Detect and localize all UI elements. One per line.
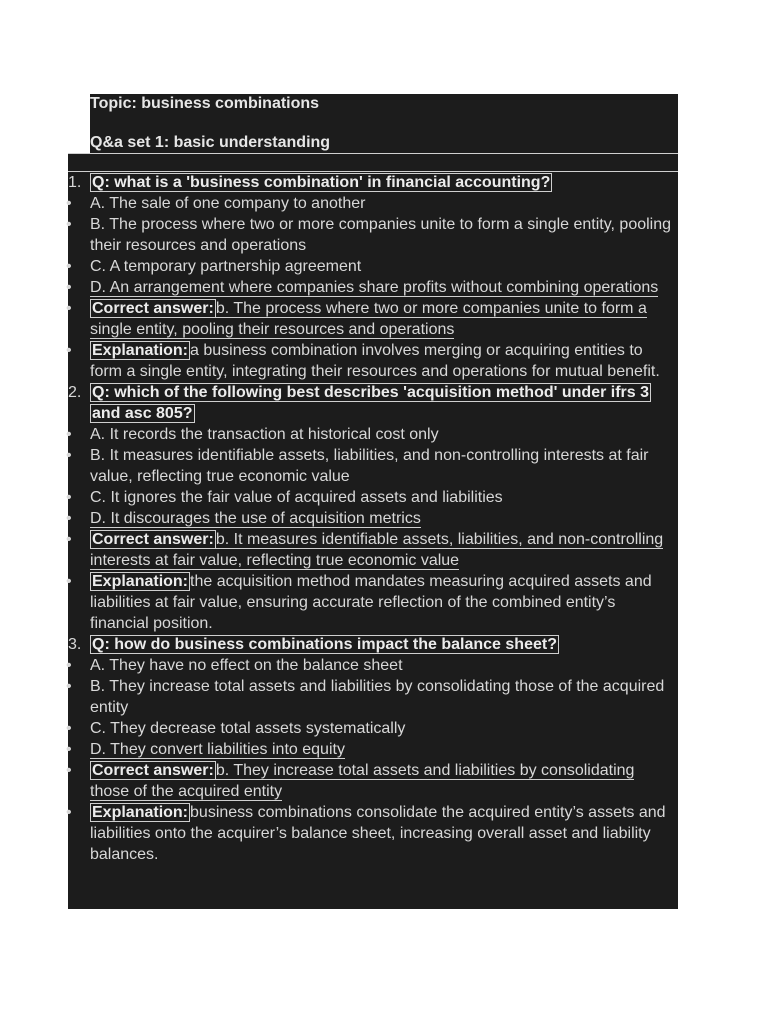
topic-heading: Topic: business combinations: [90, 95, 320, 112]
correct-answer-text: b. They increase total assets and liabilities by consolidating those of the acquired entity: [90, 762, 635, 800]
explanation-item: [68, 802, 678, 865]
option-text: D. It discourages the use of acquisition metrics: [90, 510, 421, 527]
option-item: [68, 256, 678, 277]
bullet-icon: •: [66, 720, 72, 737]
option-text: A. It records the transaction at historical cost only: [90, 426, 439, 443]
question-number: 3.: [68, 636, 82, 653]
set-title: Q&a set 1: basic understanding: [90, 134, 331, 151]
option-text: C. A temporary partnership agreement: [90, 258, 362, 275]
correct-answer-text: b. It measures identifiable assets, liabilities, and non-controlling interests at fair value, reflecting true economic value: [90, 531, 664, 569]
option-item: [68, 655, 678, 676]
option-item: [68, 676, 678, 718]
bullet-icon: •: [66, 489, 72, 506]
correct-answer-item: [68, 298, 678, 340]
explanation-label: Explanation:: [92, 342, 189, 359]
bullet-icon: •: [66, 216, 72, 233]
option-item: [68, 193, 678, 214]
option-text: B. The process where two or more companies unite to form a single entity, pooling their resources and operations: [90, 216, 672, 254]
bullet-icon: •: [66, 657, 72, 674]
bullet-icon: •: [66, 762, 72, 779]
option-text: A. The sale of one company to another: [90, 195, 366, 212]
bullet-icon: •: [66, 510, 72, 527]
bullet-icon: •: [66, 258, 72, 275]
option-text: C. They decrease total assets systematically: [90, 720, 406, 737]
option-item: [68, 445, 678, 487]
question-item: [68, 634, 678, 655]
option-text: B. It measures identifiable assets, liabilities, and non-controlling interests at fair value, reflecting true economic value: [90, 447, 649, 485]
option-text: D. They convert liabilities into equity: [90, 741, 345, 758]
explanation-item: [68, 571, 678, 634]
option-item: [68, 214, 678, 256]
correct-answer-item: [68, 760, 678, 802]
bullet-icon: •: [66, 573, 72, 590]
question-number: 1.: [68, 174, 82, 191]
explanation-label: Explanation:: [92, 804, 189, 821]
option-text: D. An arrangement where companies share profits without combining operations: [90, 279, 659, 296]
question-list: [68, 172, 678, 865]
question-text: Q: which of the following best describes 'acquisition method' under ifrs 3 and asc 805?: [92, 384, 649, 422]
bullet-icon: •: [66, 279, 72, 296]
bullet-icon: •: [66, 342, 72, 359]
bullet-icon: •: [66, 741, 72, 758]
explanation-text: the acquisition method mandates measuring acquired assets and liabilities at fair value, ensuring accurate reflection of the combined entity’s financial position.: [90, 573, 652, 632]
document-page: [68, 94, 678, 908]
correct-answer-item: [68, 529, 678, 571]
option-text: A. They have no effect on the balance sheet: [90, 657, 403, 674]
option-item: [68, 487, 678, 508]
option-item: [68, 277, 678, 298]
explanation-text: a business combination involves merging or acquiring entities to form a single entity, integrating their resources and operations for mutual benefit.: [90, 342, 660, 380]
explanation-item: [68, 340, 678, 382]
spacer-bar: [68, 154, 678, 172]
bullet-icon: •: [66, 804, 72, 821]
correct-answer-text: b. The process where two or more companies unite to form a single entity, pooling their resources and operations: [90, 300, 647, 338]
option-item: [68, 424, 678, 445]
document-header: [90, 94, 678, 154]
option-item: [68, 718, 678, 739]
correct-answer-label: Correct answer:: [92, 531, 214, 548]
bullet-icon: •: [66, 195, 72, 212]
option-item: [68, 739, 678, 760]
question-text: Q: how do business combinations impact the balance sheet?: [92, 636, 557, 653]
bullet-icon: •: [66, 426, 72, 443]
correct-answer-label: Correct answer:: [92, 762, 214, 779]
question-item: [68, 382, 678, 424]
bullet-icon: •: [66, 678, 72, 695]
bullet-icon: •: [66, 300, 72, 317]
question-item: [68, 172, 678, 193]
explanation-text: business combinations consolidate the acquired entity’s assets and liabilities onto the acquirer’s balance sheet, increasing overall asset and liability balances.: [90, 804, 666, 863]
option-text: C. It ignores the fair value of acquired assets and liabilities: [90, 489, 503, 506]
option-item: [68, 508, 678, 529]
bullet-icon: •: [66, 447, 72, 464]
option-text: B. They increase total assets and liabilities by consolidating those of the acquired entity: [90, 678, 665, 716]
explanation-label: Explanation:: [92, 573, 189, 590]
correct-answer-label: Correct answer:: [92, 300, 214, 317]
bullet-icon: •: [66, 531, 72, 548]
question-text: Q: what is a 'business combination' in financial accounting?: [92, 174, 551, 191]
question-number: 2.: [68, 384, 82, 401]
qa-content: [68, 153, 678, 909]
